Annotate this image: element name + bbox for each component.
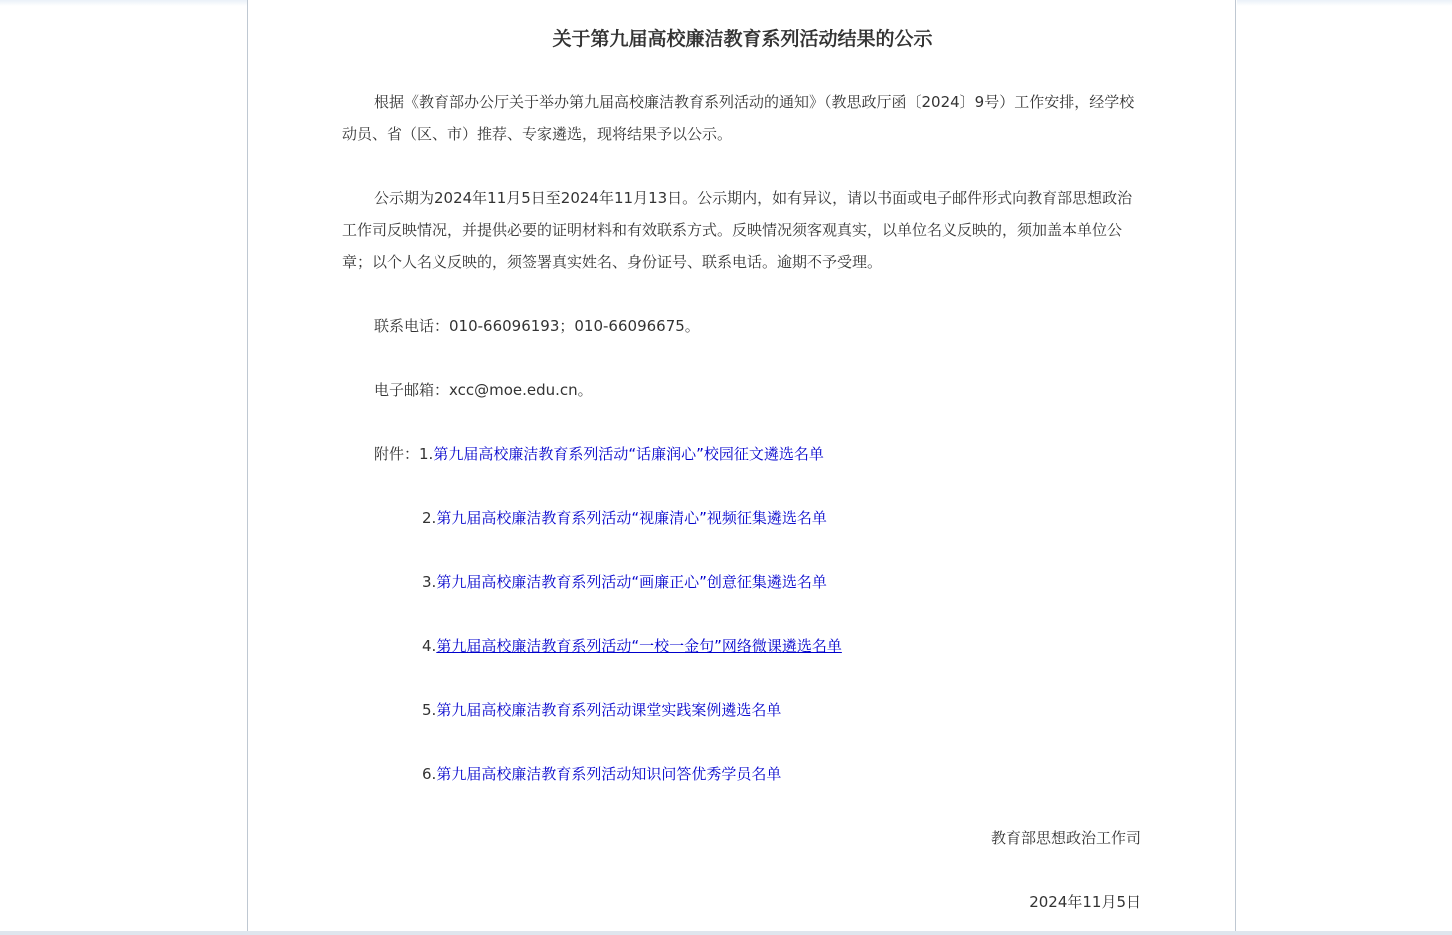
attachment-link-5[interactable]: 第九届高校廉洁教育系列活动课堂实践案例遴选名单	[436, 701, 782, 719]
paragraph-basis: 根据《教育部办公厅关于举办第九届高校廉洁教育系列活动的通知》（教思政厅函〔2024〕9号）工作安排，经学校动员、省（区、市）推荐、专家遴选，现将结果予以公示。	[342, 93, 1135, 143]
bottom-border-strip	[0, 931, 1452, 935]
background-gradient-right	[1237, 0, 1452, 6]
attachments-label: 附件：	[374, 445, 420, 463]
contact-phone: 联系电话：010-66096193；010-66096675。	[374, 317, 700, 335]
attachment-link-1[interactable]: 第九届高校廉洁教育系列活动“话廉润心”校园征文遴选名单	[433, 445, 824, 463]
attachment-link-6[interactable]: 第九届高校廉洁教育系列活动知识问答优秀学员名单	[436, 765, 782, 783]
attachment-link-4[interactable]: 第九届高校廉洁教育系列活动“一校一金句”网络微课遴选名单	[436, 637, 842, 655]
paragraph-notice-period: 公示期为2024年11月5日至2024年11月13日。公示期内，如有异议，请以书面或电子邮件形式向教育部思想政治工作司反映情况，并提供必要的证明材料和有效联系方式。反映情况须客观真实，以单位名义反映的，须加盖本单位公章；以个人名义反映的，须签署真实姓名、身份证号、联系电话。逾期不予受理。	[342, 189, 1133, 271]
article-title: 关于第九届高校廉洁教育系列活动结果的公示	[552, 28, 933, 50]
attachment-number: 2.	[422, 509, 437, 527]
article-panel	[247, 0, 1236, 935]
background-gradient-left	[0, 0, 248, 6]
publish-date: 2024年11月5日	[1029, 893, 1141, 911]
attachment-item-5	[422, 694, 781, 726]
contact-email: 电子邮箱：xcc@moe.edu.cn。	[374, 381, 593, 399]
attachment-number: 1.	[419, 445, 434, 463]
attachment-item-3	[422, 566, 827, 598]
attachment-number: 4.	[422, 637, 437, 655]
attachment-item-6	[422, 758, 781, 790]
attachment-item-4	[422, 630, 842, 662]
attachment-item-1	[374, 438, 824, 470]
signature: 教育部思想政治工作司	[990, 829, 1141, 847]
attachment-number: 3.	[422, 573, 437, 591]
attachment-item-2	[422, 502, 827, 534]
attachment-number: 6.	[422, 765, 437, 783]
attachment-link-2[interactable]: 第九届高校廉洁教育系列活动“视廉清心”视频征集遴选名单	[436, 509, 827, 527]
attachment-link-3[interactable]: 第九届高校廉洁教育系列活动“画廉正心”创意征集遴选名单	[436, 573, 827, 591]
attachment-number: 5.	[422, 701, 437, 719]
